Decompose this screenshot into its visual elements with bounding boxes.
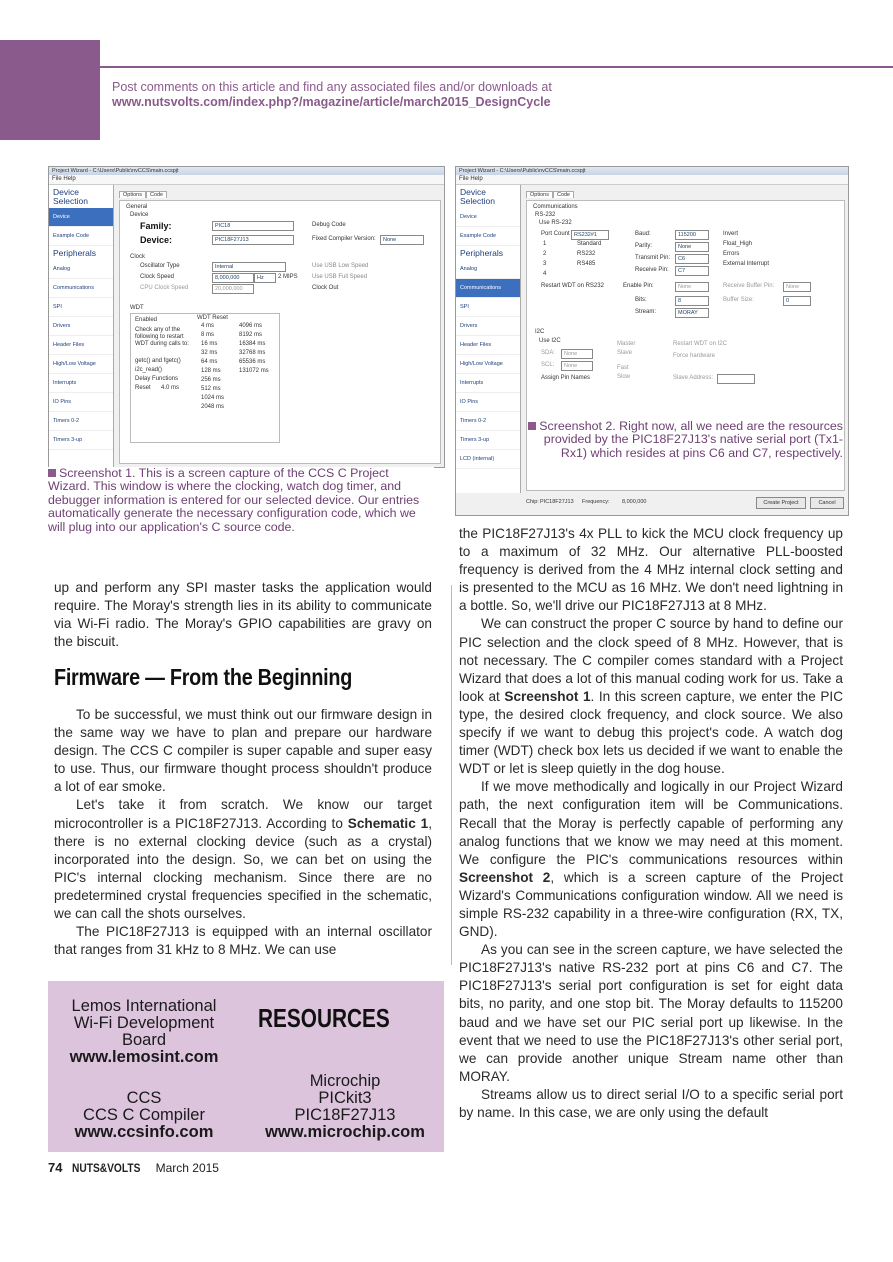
- shot1-sidebar: [49, 185, 114, 467]
- shot2-slave[interactable]: Slave: [617, 350, 633, 356]
- magazine-logo: NUTS&VOLTS: [71, 1161, 141, 1175]
- shot2-side-item[interactable]: Analog: [456, 260, 520, 279]
- shot2-tab-options[interactable]: Options: [526, 191, 553, 198]
- left-para-0: up and perform any SPI master tasks the application would require. The Moray's strength lies in its ability to communicate via Wi-Fi radio. The Moray's GPIO capabilities are gravy on the biscuit.: [54, 580, 432, 650]
- right-para-4: Streams allow us to direct serial I/O to a specific serial port by name. In this case, we are only using the default: [459, 1086, 843, 1120]
- shot1-clock-out[interactable]: Clock Out: [312, 285, 339, 291]
- shot1-wdt-reset-val: 4.0 ms: [161, 385, 180, 391]
- shot1-side-item[interactable]: Interrupts: [49, 374, 113, 393]
- shot1-device-lbl: Device: [130, 212, 149, 218]
- wdt-time-option[interactable]: 65536 ms: [239, 359, 266, 365]
- wdt-time-option[interactable]: 4 ms: [201, 323, 215, 329]
- resource-microchip: [250, 1073, 440, 1141]
- shot2-side-item[interactable]: Drivers: [456, 317, 520, 336]
- shot2-scl: SCL:: [541, 362, 555, 368]
- screenshot-1: [48, 166, 445, 468]
- shot2-port-count: Port Count: [541, 231, 570, 237]
- shot1-debug-code[interactable]: Debug Code: [312, 222, 346, 228]
- shot2-standard: Standard: [577, 241, 602, 247]
- shot2-side-item[interactable]: LCD (internal): [456, 450, 520, 469]
- shot2-bits-lbl: Bits:: [635, 297, 647, 303]
- shot2-errors[interactable]: Errors: [723, 251, 740, 257]
- right-para-2a: If we move methodically and logically in our Project Wizard path, the next configuration item will be Communications. Recall that the Moray is perfectly capable of performing any analog functions that we know we may need at this moment. We configure the PIC's communications resources within: [459, 779, 843, 867]
- shot1-wdt-lbl: WDT: [130, 305, 144, 311]
- shot2-side-item[interactable]: Example Code: [456, 227, 520, 246]
- shot2-float-high[interactable]: Float_High: [723, 241, 753, 247]
- right-para-0: the PIC18F27J13's 4x PLL to kick the MCU clock frequency up to a maximum of 32 MHz. Our alternative PLL-boosted frequency is derived from the 4 MHz internal clock setting and is presented to the MCU as 16 MHz. We don't need lightning in a bottle. So, we'll drive our PIC18F27J13 at 8 MHz.: [459, 526, 843, 614]
- shot1-side-item[interactable]: Analog: [49, 260, 113, 279]
- shot2-menubar: File Help: [456, 175, 848, 185]
- wdt-time-option[interactable]: 16384 ms: [239, 341, 266, 347]
- shot2-master[interactable]: Master: [617, 341, 636, 347]
- header-note-text: Post comments on this article and find any associated files and/or downloads at: [112, 80, 552, 94]
- resource-mc-url[interactable]: www.microchip.com: [265, 1123, 425, 1141]
- shot1-side-periph: Peripherals: [53, 248, 96, 258]
- shot1-usb-low[interactable]: Use USB Low Speed: [312, 263, 369, 269]
- shot2-force-hw[interactable]: Force hardware: [673, 353, 716, 359]
- shot1-family-lbl: Family:: [140, 221, 172, 231]
- shot1-side-item[interactable]: IO Pins: [49, 393, 113, 412]
- cancel-button[interactable]: Cancel: [810, 497, 844, 509]
- shot1-device-select[interactable]: PIC18F27J13: [212, 235, 294, 245]
- left-para-2c: , there is no external clocking device (such as a crystal) incorporated into the design. So, we can bet on using the PIC's internal clocking mechanism. Since there are no predetermined crystal frequencies specified in the schematic, we can call the shots ourselves.: [54, 815, 432, 922]
- left-para-1: To be successful, we must think out our firmware design in the same way we have to plan and prepare our hardware design. The CCS C compiler is super capable and super easy to use. Thus, our firmware thought process shouldn't produce a lot of ear smoke.: [54, 707, 432, 795]
- shot2-enable-pin: Enable Pin:: [623, 283, 654, 289]
- shot1-wdt-enabled[interactable]: Enabled: [135, 317, 158, 323]
- shot1-fixed-compiler-select[interactable]: None: [380, 235, 424, 245]
- shot1-wdt-check: Check any of the following to restart WDT during calls to:: [135, 327, 189, 347]
- wdt-time-option[interactable]: 131072 ms: [239, 368, 269, 374]
- wdt-time-option[interactable]: 512 ms: [201, 386, 221, 392]
- shot1-wdt-i2c[interactable]: i2c_read(): [135, 367, 163, 373]
- shot2-side-periph: Peripherals: [460, 248, 503, 258]
- shot1-tabs: [119, 191, 167, 200]
- header-note-url[interactable]: www.nutsvolts.com/index.php?/magazine/article/march2015_DesignCycle: [112, 95, 551, 109]
- resource-lemos-url[interactable]: www.lemosint.com: [69, 1048, 219, 1066]
- resource-lemos-desc2: Board: [121, 1031, 167, 1049]
- shot1-wdt-group: [130, 313, 280, 443]
- shot2-chip-val: PIC18F27J13: [540, 499, 574, 505]
- shot2-port-opt[interactable]: 2: [543, 251, 547, 257]
- shot1-clock-unit[interactable]: Hz: [254, 273, 276, 283]
- shot2-slave-addr-input[interactable]: [717, 374, 755, 384]
- resource-mc-name: Microchip: [309, 1072, 381, 1090]
- shot1-side-item[interactable]: Communications: [49, 279, 113, 298]
- shot2-rs232-lbl: RS-232: [535, 212, 556, 218]
- shot2-sda: SDA:: [541, 350, 556, 356]
- shot2-fast[interactable]: Fast: [617, 365, 629, 371]
- wdt-time-option[interactable]: 128 ms: [201, 368, 221, 374]
- caption-1-text: Screenshot 1. This is a screen capture of the CCS C Project Wizard. This window is where the clocking, watch dog timer, and debugger information is entered for our selected device. Our entries automatically generate the necessary configuration code, which we will plug into our application's C source code.: [48, 466, 420, 534]
- shot1-clock-lbl: Clock: [130, 254, 146, 260]
- shot1-side-item[interactable]: Timers 3-up: [49, 431, 113, 450]
- shot1-cpu-input[interactable]: 20,000,000: [212, 284, 254, 294]
- shot2-titlebar: Project Wizard - C:\Users\Public\nvCCS\main.ccspjt: [456, 167, 848, 175]
- shot2-enable-select[interactable]: None: [675, 282, 709, 292]
- wdt-time-option[interactable]: 8192 ms: [239, 332, 263, 338]
- shot2-baud-input[interactable]: 115200: [675, 230, 709, 240]
- shot2-ext-int[interactable]: External Interrupt: [723, 261, 770, 267]
- shot2-side-item[interactable]: High/Low Voltage: [456, 355, 520, 374]
- left-column: [54, 706, 432, 959]
- shot2-std-opt[interactable]: RS232: [577, 251, 596, 257]
- shot1-wdt-reset-lbl: Reset: [135, 385, 151, 391]
- shot2-port-opt[interactable]: 1: [543, 241, 547, 247]
- left-para-2: [54, 796, 432, 923]
- shot2-comm-lbl: Communications: [533, 204, 578, 210]
- create-project-button[interactable]: Create Project: [756, 497, 806, 509]
- right-para-1: [459, 615, 843, 778]
- shot2-i2c-lbl: I2C: [535, 329, 545, 335]
- wdt-time-option[interactable]: 8 ms: [201, 332, 215, 338]
- shot2-invert[interactable]: Invert: [723, 231, 739, 237]
- shot1-osc-select[interactable]: Internal: [212, 262, 286, 272]
- shot2-buf-size: Buffer Size:: [723, 297, 754, 303]
- shot2-side-item[interactable]: Device: [456, 208, 520, 227]
- wdt-time-option[interactable]: 16 ms: [201, 341, 218, 347]
- right-para-1c: . In this screen capture, we enter the PIC type, the desired clock frequency, and clock source. We also specify if we want to debug this project's code. A watch dog timer (WDT) check box lets us decided if we want to enable the WDT or let is sleep quietly in the dog house.: [459, 688, 844, 777]
- shot1-cpu-clock: CPU Clock Speed: [140, 285, 189, 291]
- wdt-time-option[interactable]: 32768 ms: [239, 350, 266, 356]
- screenshot-2: [455, 166, 849, 516]
- right-column: [459, 525, 843, 1122]
- shot1-family-select[interactable]: PIC18: [212, 221, 294, 231]
- header-note: [112, 80, 812, 110]
- shot2-recv-buf-select[interactable]: None: [783, 282, 811, 292]
- shot2-port-select[interactable]: RS232#1: [571, 230, 609, 240]
- left-para-3: The PIC18F27J13 is equipped with an internal oscillator that ranges from 31 kHz to 8 MHz. We can use: [54, 924, 432, 958]
- shot2-side-item[interactable]: IO Pins: [456, 393, 520, 412]
- shot1-fixed-compiler: Fixed Compiler Version:: [312, 236, 376, 242]
- shot2-scl-select[interactable]: None: [561, 361, 593, 371]
- shot1-titlebar: Project Wizard - C:\Users\Public\nvCCS\main.ccspjt: [49, 167, 444, 175]
- shot1-side-item[interactable]: Header Files: [49, 336, 113, 355]
- right-para-2c: , which is a screen capture of the Project Wizard's Communications configuration window. All we need is simple RS-232 capability in a three-wire configuration (RX, TX, GND).: [459, 869, 843, 940]
- shot1-tab-code[interactable]: Code: [146, 191, 167, 198]
- shot2-parity-lbl: Parity:: [635, 243, 653, 249]
- left-column-top: [54, 579, 432, 651]
- shot1-side-item[interactable]: Timers 0-2: [49, 412, 113, 431]
- wdt-time-option[interactable]: 32 ms: [201, 350, 218, 356]
- resource-lemos: [54, 998, 234, 1066]
- shot2-slow[interactable]: Slow: [617, 374, 631, 380]
- shot1-pane: [119, 200, 441, 464]
- shot2-port-opt[interactable]: 3: [543, 261, 547, 267]
- resource-ccs: [54, 1090, 234, 1141]
- shot2-sidebar: [456, 185, 521, 493]
- shot1-wdt-delay[interactable]: Delay Functions: [135, 376, 179, 382]
- wdt-time-option[interactable]: 64 ms: [201, 359, 218, 365]
- shot2-freq-val: 8,000,000: [622, 499, 647, 505]
- schematic-ref: Schematic 1: [347, 815, 429, 831]
- shot2-buf-size-input[interactable]: 0: [783, 296, 811, 306]
- section-tab: [0, 40, 100, 140]
- shot2-chip-lbl: Chip:: [526, 499, 539, 505]
- shot1-side-item[interactable]: Example Code: [49, 227, 113, 246]
- shot2-bits-select[interactable]: 8: [675, 296, 709, 306]
- shot2-tx-select[interactable]: C6: [675, 254, 709, 264]
- shot2-use-i2c[interactable]: Use I2C: [539, 338, 561, 344]
- resource-lemos-name: Lemos International: [71, 997, 217, 1015]
- shot1-wdt-getc[interactable]: getc() and fgetc(): [135, 358, 181, 364]
- right-para-1a: We can construct the proper C source by hand to define our PIC selection and the clock speed of 8 MHz. However, that is not necessary. The C compiler comes standard with a Project Wizard that does a lot of this manual coding work for us. Take a look at: [459, 616, 843, 704]
- caption-1: [48, 467, 434, 534]
- shot2-side-item[interactable]: Interrupts: [456, 374, 520, 393]
- shot1-osc-type: Oscillator Type: [140, 263, 180, 269]
- header-rule: [100, 66, 893, 68]
- right-para-3: As you can see in the screen capture, we have selected the PIC18F27J13's native RS-232 port at pins C6 and C7. The PIC18F27J13's serial port configuration is set for eight data bits, no parity, and one stop bit. The Moray defaults to 115200 baud and we have set our PIC serial port up likewise. In the event that we need to use the PIC18F27J13's other serial port, we can provide another unique Stream name other than MORAY.: [459, 942, 843, 1084]
- resource-ccs-desc: CCS C Compiler: [83, 1106, 205, 1124]
- page-footer: [48, 1160, 219, 1175]
- shot2-side-item[interactable]: Timers 3-up: [456, 431, 520, 450]
- shot2-stream-input[interactable]: MORAY: [675, 308, 709, 318]
- shot2-side-item[interactable]: Communications: [456, 279, 520, 298]
- shot1-clock-speed: Clock Speed: [140, 274, 175, 280]
- shot2-tab-code[interactable]: Code: [553, 191, 574, 198]
- shot2-slave-addr: Slave Address:: [673, 375, 714, 381]
- resource-ccs-name: CCS: [126, 1089, 162, 1107]
- shot2-parity-select[interactable]: None: [675, 242, 709, 252]
- wdt-time-option[interactable]: 1024 ms: [201, 395, 225, 401]
- shot2-port-opt[interactable]: 4: [543, 271, 547, 277]
- shot2-freq-lbl: Frequency:: [582, 499, 610, 505]
- resource-ccs-url[interactable]: www.ccsinfo.com: [74, 1123, 214, 1141]
- caption-2-text: Screenshot 2. Right now, all we need are the resources provided by the PIC18F27J13's native serial port (Tx1-Rx1) which resides at pins C6 and C7, respectively.: [539, 419, 843, 460]
- shot2-tabs: [526, 191, 574, 200]
- wdt-time-option[interactable]: 256 ms: [201, 377, 221, 383]
- shot2-assign-pin[interactable]: Assign Pin Names: [541, 375, 591, 381]
- shot2-side-device: Device Selection: [460, 187, 495, 206]
- page-number: 74: [48, 1160, 63, 1175]
- shot1-clock-mips: 2 MIPS: [278, 274, 298, 280]
- shot2-restart-wdt[interactable]: Restart WDT on RS232: [541, 283, 604, 289]
- shot1-side-item[interactable]: Device: [49, 208, 113, 227]
- resource-lemos-desc1: Wi-Fi Development: [73, 1014, 215, 1032]
- shot2-side-item[interactable]: Header Files: [456, 336, 520, 355]
- shot1-device-name-lbl: Device:: [140, 235, 173, 245]
- resource-mc-desc2: PIC18F27J13: [294, 1106, 396, 1124]
- shot2-tx-lbl: Transmit Pin:: [635, 255, 671, 261]
- shot1-side-item[interactable]: Drivers: [49, 317, 113, 336]
- section-heading: Firmware — From the Beginning: [54, 664, 353, 690]
- shot2-recv-buf: Receive Buffer Pin:: [723, 283, 775, 289]
- right-para-2: [459, 778, 843, 941]
- shot2-side-item[interactable]: SPI: [456, 298, 520, 317]
- wdt-time-option[interactable]: 2048 ms: [201, 404, 225, 410]
- shot1-general: General: [126, 204, 148, 210]
- shot1-usb-full[interactable]: Use USB Full Speed: [312, 274, 368, 280]
- shot2-side-item[interactable]: Timers 0-2: [456, 412, 520, 431]
- shot1-side-device: Device Selection: [53, 187, 88, 206]
- shot1-side-item[interactable]: High/Low Voltage: [49, 355, 113, 374]
- column-divider: [451, 585, 452, 965]
- left-para-2a: Let's take it from scratch. We know our target microcontroller is a PIC18F27J13. According to: [54, 797, 432, 831]
- caption-square-icon: [48, 469, 56, 477]
- issue-date: March 2015: [155, 1161, 219, 1175]
- caption-2: [528, 420, 843, 460]
- shot1-side-item[interactable]: SPI: [49, 298, 113, 317]
- wdt-time-option[interactable]: 4096 ms: [239, 323, 263, 329]
- shot2-rx-select[interactable]: C7: [675, 266, 709, 276]
- shot2-rx-lbl: Receive Pin:: [635, 267, 669, 273]
- screenshot-1-ref: Screenshot 1: [504, 688, 591, 704]
- shot2-baud-lbl: Baud:: [635, 231, 651, 237]
- shot2-stream-lbl: Stream:: [635, 309, 657, 315]
- shot1-menubar: File Help: [49, 175, 444, 185]
- resource-mc-desc1: PICkit3: [318, 1089, 372, 1107]
- shot1-tab-options[interactable]: Options: [119, 191, 146, 198]
- screenshot-2-ref: Screenshot 2: [459, 869, 551, 885]
- shot2-std-opt[interactable]: RS485: [577, 261, 596, 267]
- caption-square-icon: [528, 422, 536, 430]
- shot2-sda-select[interactable]: None: [561, 349, 593, 359]
- shot1-wdt-reset-hdr: WDT Reset: [197, 315, 228, 321]
- shot1-clock-input[interactable]: 8,000,000: [212, 273, 254, 283]
- shot2-restart-i2c[interactable]: Restart WDT on I2C: [673, 341, 727, 347]
- resources-title: RESOURCES: [258, 1003, 390, 1033]
- shot2-use-rs232[interactable]: Use RS-232: [539, 220, 572, 226]
